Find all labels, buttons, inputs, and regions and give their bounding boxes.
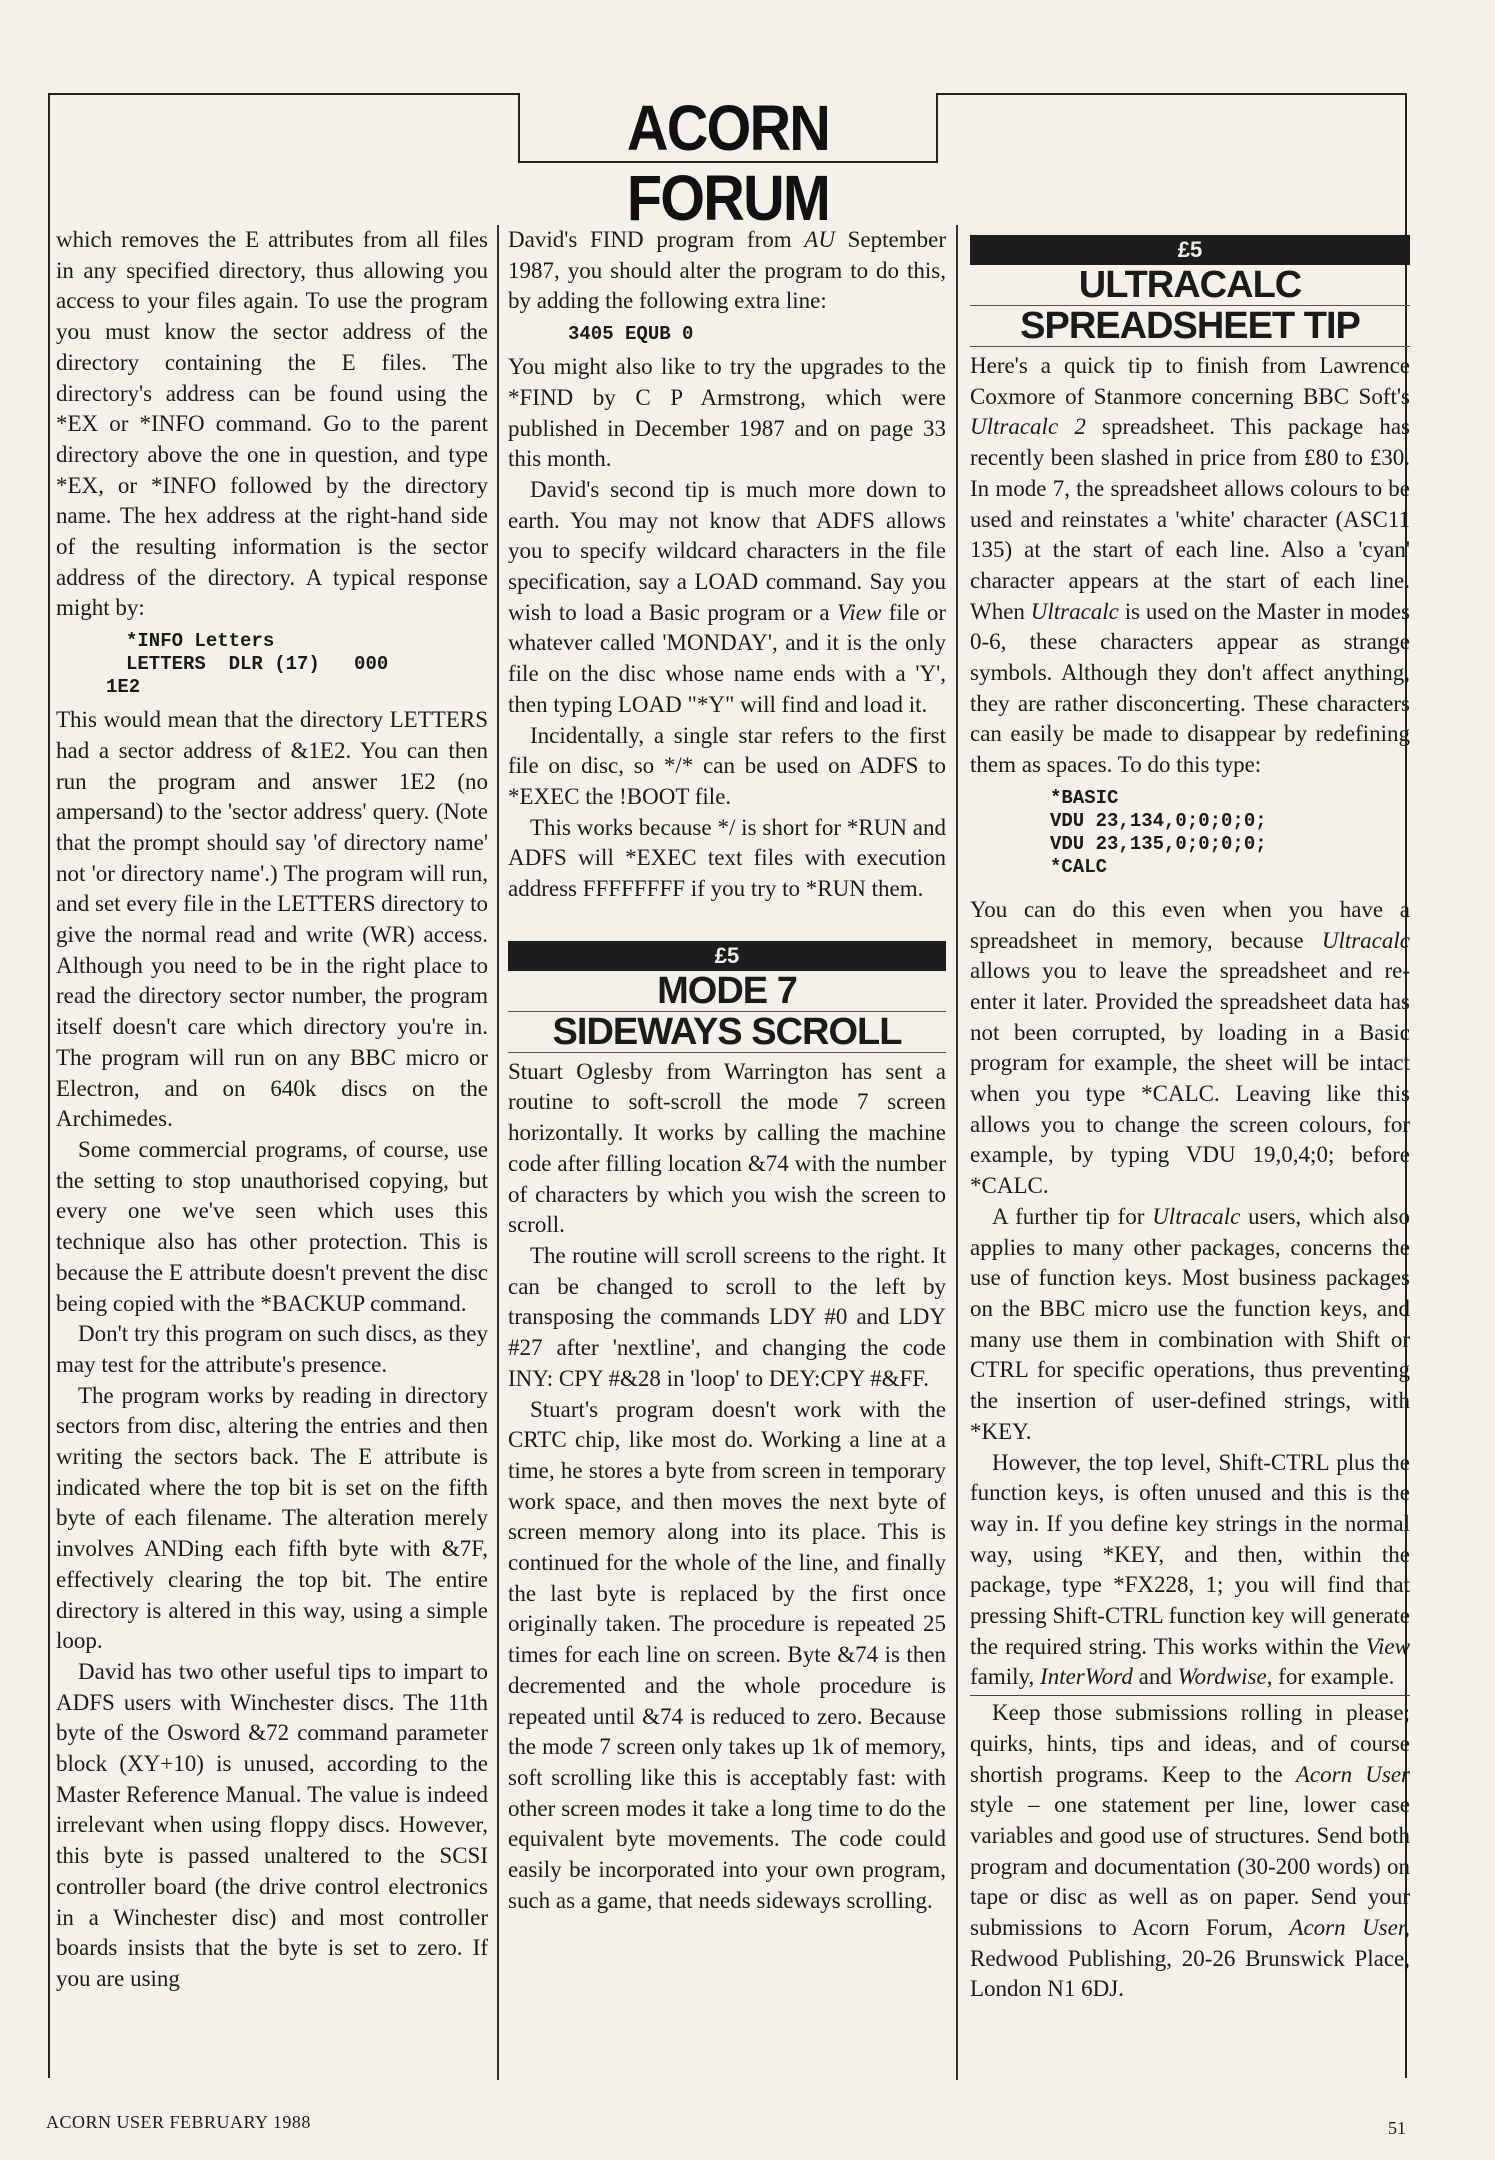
col1-paragraph-1: which removes the E attributes from all files in any specified directory, thus allowing you access to your files again. To use the program you must know the sector address of the directory containing the E files. The directory's address can be found using the *EX or *INFO command. Go to the parent directory above the one in question, and type *EX, or *INFO followed by the directory name. The hex address at the right-hand side of the resulting information is the sector address of the directory. A typical response might by: xyxy=(56,227,488,621)
text-run: file or whatever called 'MONDAY', and it is the only file on the disc whose name ends with a 'Y', then typing LOAD "*Y" will find and load it. xyxy=(508,599,947,717)
italic-run: Ultracalc xyxy=(1321,927,1410,953)
text-run: However, the top level, Shift-CTRL plus the function keys, is often unused and this is the way in. If you define key strings in the normal way, using *KEY, and then, within the package, type *FX228, 1; you will find that pressing Shift-CTRL function key will generate the required string. This works within the xyxy=(970,1449,1410,1659)
col3-code-block xyxy=(970,787,1410,879)
col1-code-block xyxy=(56,630,488,699)
italic-run: AU xyxy=(804,227,835,252)
column-2 xyxy=(508,225,946,1916)
col1-paragraph-6: David has two other useful tips to impart to ADFS users with Winchester discs. The 11th byte of the Osword &72 command parameter block (XY+10) is unused, according to the Master Reference Manual. The value is indeed irrelevant when using floppy discs. However, this byte is passed unaltered to the SCSI controller board (the drive control electronics in a Winchester disc) and most controller boards insists that the byte is set to zero. If you are using xyxy=(56,1658,488,1991)
col3-paragraph-5 xyxy=(970,1698,1410,2005)
col1-code-line-1: *INFO Letters xyxy=(126,630,275,653)
text-run: for example. xyxy=(1272,1664,1395,1690)
text-run: and xyxy=(1132,1664,1178,1690)
section-price-banner: £5 xyxy=(970,235,1410,265)
text-run: spreadsheet. This package has recently been slashed in price from £80 to £30. In mode 7, the spreadsheet allows colours to be used and reinstates a 'white' character (ASC11 135) at the start of each line. Also a 'cyan' character appears at the start of each line. When xyxy=(970,414,1410,624)
text-run: users, which also applies to many other packages, concerns the use of function keys. Most business packages on the BBC micro use the function keys, and many use them in combination with Shift or CTRL for specific operations, thus preventing the insertion of user-defined strings, with *KEY. xyxy=(970,1203,1410,1444)
masthead xyxy=(518,92,938,234)
italic-run: View xyxy=(837,599,882,625)
italic-run: Wordwise, xyxy=(1177,1664,1273,1690)
italic-run: Acorn User xyxy=(1295,1761,1410,1787)
section-headline-2: SPREADSHEET TIP xyxy=(970,306,1410,347)
section-headline-2: SIDEWAYS SCROLL xyxy=(508,1012,946,1053)
col2-paragraph-4: Incidentally, a single star refers to the first file on disc, so */* can be used on ADFS to *EXEC the !BOOT file. xyxy=(508,722,946,809)
col2-code-line: 3405 EQUB 0 xyxy=(568,323,694,346)
section-divider xyxy=(970,1695,1410,1696)
text-run: is used on the Master in modes 0-6, these characters appear as strange symbols. Although they don't affect anything, they are rather disconcerting. These characters can easily be made to disappear by redefining them as spaces. To do this type: xyxy=(970,598,1410,778)
col3-paragraph-2 xyxy=(970,895,1410,1202)
text-run: David's second tip is much more down to earth. You may not know that ADFS allows you to specify wildcard characters in the file specification, say a LOAD command. Say you wish to load a Basic program or a xyxy=(508,476,946,625)
italic-run: Acorn User, xyxy=(1289,1915,1410,1941)
italic-run: InterWord xyxy=(1040,1664,1133,1690)
footer-page-number: 51 xyxy=(1388,2118,1406,2138)
masthead-title: ACORN FORUM xyxy=(626,92,830,234)
footer-issue: ACORN USER FEBRUARY 1988 xyxy=(46,2112,311,2132)
col1-paragraph-2: This would mean that the directory LETTERS had a sector address of &1E2. You can then run the program and answer 1E2 (no ampersand) to the 'sector address' query. (Note that the prompt should say 'of directory name' not 'or directory name'.) The program will run, and set every file in the LETTERS directory to give the normal read and write (WR) access. Although you need to be in the right place to read the directory sector number, the program itself doesn't care which directory you're in. The program will run on any BBC micro or Electron, and on 640k discs on the Archimedes. xyxy=(56,707,488,1132)
italic-run: View xyxy=(1365,1633,1410,1659)
section-headline-1: MODE 7 xyxy=(508,971,946,1012)
column-3 xyxy=(970,225,1410,2005)
italic-run: Ultracalc xyxy=(1030,598,1119,624)
col2-paragraph-3 xyxy=(508,475,946,721)
col2-paragraph-7: The routine will scroll screens to the right. It can be changed to scroll to the left by transposing the commands LDY #0 and LDY #27 after 'nextline', and changing the code INY: CPY #&28 in 'loop' to DEY:CPY #&FF. xyxy=(508,1242,946,1391)
col2-paragraph-6: Stuart Oglesby from Warrington has sent a routine to soft-scroll the mode 7 screen horizontally. It works by calling the machine code after filling location &74 with the number of characters by which you wish the screen to scroll. xyxy=(508,1058,946,1238)
col1-code-line-3: 1E2 xyxy=(106,676,141,699)
column-1 xyxy=(56,225,488,1995)
text-run: allows you to leave the spreadsheet and re-enter it later. Provided the spreadsheet data has not been corrupted, by loading in a Basic program for example, the sheet will be intact when you type *CALC. Leaving like this allows you to change the screen colours, for example, by typing VDU 19,0,4;0; before *CALC. xyxy=(970,958,1410,1199)
col2-paragraph-5: This works because */ is short for *RUN and ADFS will *EXEC text files with execution address FFFFFFFF if you try to *RUN them. xyxy=(508,814,946,902)
col1-paragraph-4: Don't try this program on such discs, as they may test for the attribute's presence. xyxy=(56,1321,488,1377)
text-run: A further tip for xyxy=(992,1203,1153,1229)
text-run: Keep those submissions rolling in please; quirks, hints, tips and ideas, and of course shortish programs. Keep to the xyxy=(970,1700,1410,1787)
italic-run: Ultracalc 2 xyxy=(970,414,1086,440)
col3-paragraph-4 xyxy=(970,1448,1410,1694)
col1-paragraph-3: Some commercial programs, of course, use the setting to stop unauthorised copying, but every one we've seen which uses this technique also has other protection. This is because the E attribute doesn't prevent the disc being copied with the *BACKUP command. xyxy=(56,1136,488,1316)
italic-run: Ultracalc xyxy=(1152,1203,1241,1229)
text-run: David's FIND program from xyxy=(508,227,805,252)
col3-code-line-2: VDU 23,134,0;0;0;0; xyxy=(1050,809,1267,832)
text-run: Redwood Publishing, 20-26 Brunswick Place, London N1 6DJ. xyxy=(970,1945,1410,2002)
col3-paragraph-3 xyxy=(970,1202,1410,1448)
text-run: Here's a quick tip to finish from Lawrence Coxmore of Stanmore concerning BBC Soft's xyxy=(970,353,1410,409)
col2-paragraph-1 xyxy=(508,225,946,317)
page-frame-left xyxy=(48,93,50,2078)
col3-code-line-3: VDU 23,135,0;0;0;0; xyxy=(1050,832,1267,855)
col3-code-line-4: *CALC xyxy=(1050,855,1108,878)
text-run: You can do this even when you have a spreadsheet in memory, because xyxy=(970,896,1410,953)
col2-paragraph-2: You might also like to try the upgrades to the *FIND by C P Armstrong, which were published in December 1987 and on page 33 this month. xyxy=(508,354,946,472)
section-price-banner: £5 xyxy=(508,941,946,971)
col1-paragraph-5: The program works by reading in directory sectors from disc, altering the entries and then writing the sectors back. The E attribute is indicated where the top bit is set on the fifth byte of each filename. The alteration merely involves ANDing each fifth byte with &7F, effectively clearing the top bit. The entire directory is altered in this way, using a simple loop. xyxy=(56,1382,488,1654)
column-rule-2 xyxy=(956,225,958,2080)
col2-paragraph-8: Stuart's program doesn't work with the CRTC chip, like most do. Working a line at a time, he stores a byte from screen in temporary work space, and then moves the next byte of screen memory along into its place. This is continued for the whole of the line, and finally the last byte is replaced by the first once originally taken. The procedure is repeated 25 times for each line on screen. Byte &74 is then decremented and the whole procedure is repeated until &74 is reduced to zero. Because the mode 7 screen only takes up 1k of memory, soft scrolling like this is acceptably fast: with other screen modes it take a long time to do the equivalent byte movements. The code could easily be incorporated into your own program, such as a game, that needs sideways scrolling. xyxy=(508,1396,946,1913)
section-headline-1: ULTRACALC xyxy=(970,265,1410,306)
text-run: family, xyxy=(970,1664,1041,1690)
col3-code-line-1: *BASIC xyxy=(1050,786,1119,809)
column-rule-1 xyxy=(497,225,499,2080)
col1-code-line-2: LETTERS DLR (17) 000 xyxy=(126,653,389,676)
text-run: September 1987, you should alter the program to do this, by adding the following extra line: xyxy=(508,227,946,314)
col3-paragraph-1 xyxy=(970,351,1410,781)
text-run: style – one statement per line, lower case variables and good use of structures. Send both program and documentation (30-200 words) on tape or disc as well as on paper. Send your submissions to Acorn Forum, xyxy=(970,1792,1410,1941)
